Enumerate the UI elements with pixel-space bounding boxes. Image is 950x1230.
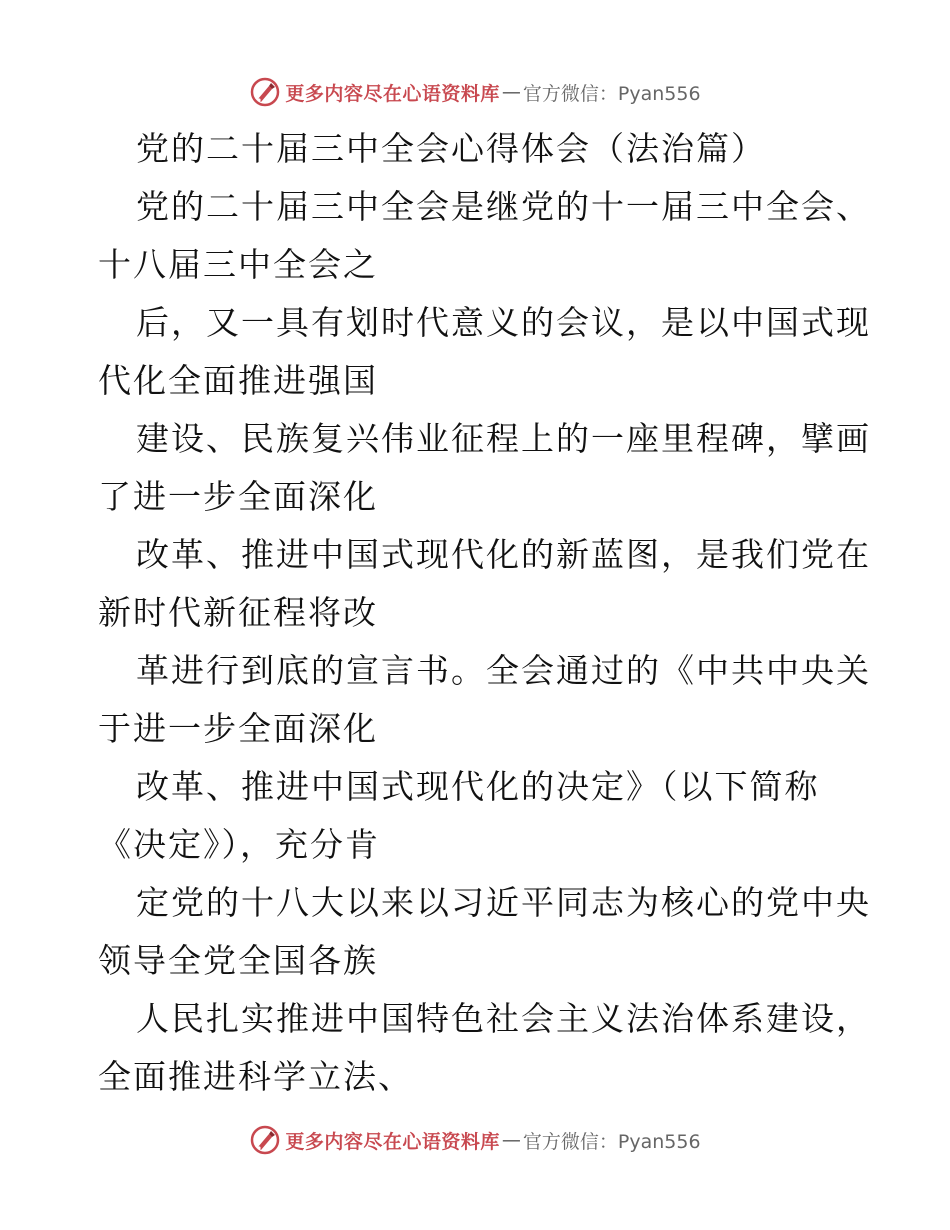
banner-brand-text: 更多内容尽在心语资料库: [285, 82, 500, 105]
footer-banner: [0, 1120, 950, 1160]
paragraph-line: 了进一步全面深化: [98, 477, 378, 516]
paragraph-line: 人民扎实推进中国特色社会主义法治体系建设，: [136, 999, 871, 1038]
paragraph-line: 革进行到底的宣言书。全会通过的《中共中央关: [136, 651, 871, 690]
paragraph-line: 改革、推进中国式现代化的决定》（以下简称: [136, 767, 820, 806]
pen-logo-icon: [249, 76, 281, 108]
paragraph-line: 《决定》），充分肯: [98, 825, 380, 864]
pen-logo-icon: [249, 1124, 281, 1156]
paragraph-line: 后，又一具有划时代意义的会议，是以中国式现: [136, 303, 871, 342]
header-banner: [0, 72, 950, 112]
paragraph-line: 全面推进科学立法、: [98, 1057, 413, 1096]
paragraph-line: 新时代新征程将改: [98, 593, 378, 632]
document-body: [98, 120, 871, 1106]
paragraph-line: 定党的十八大以来以习近平同志为核心的党中央: [136, 883, 871, 922]
paragraph-line: 于进一步全面深化: [98, 709, 378, 748]
paragraph-line: 代化全面推进强国: [98, 361, 378, 400]
banner-contact-text: 官方微信：Pyan556: [522, 82, 701, 105]
paragraph-line: 党的二十届三中全会是继党的十一届三中全会、: [136, 187, 871, 226]
banner-dash: —: [501, 1129, 521, 1151]
paragraph-line: 改革、推进中国式现代化的新蓝图，是我们党在: [136, 535, 871, 574]
banner-dash: —: [501, 81, 521, 103]
banner-contact-text: 官方微信：Pyan556: [522, 1130, 701, 1153]
document-title: 党的二十届三中全会心得体会（法治篇）: [136, 129, 766, 168]
banner-brand-text: 更多内容尽在心语资料库: [285, 1130, 500, 1153]
paragraph-line: 十八届三中全会之: [98, 245, 378, 284]
paragraph-line: 领导全党全国各族: [98, 941, 378, 980]
paragraph-line: 建设、民族复兴伟业征程上的一座里程碑，擘画: [136, 419, 871, 458]
